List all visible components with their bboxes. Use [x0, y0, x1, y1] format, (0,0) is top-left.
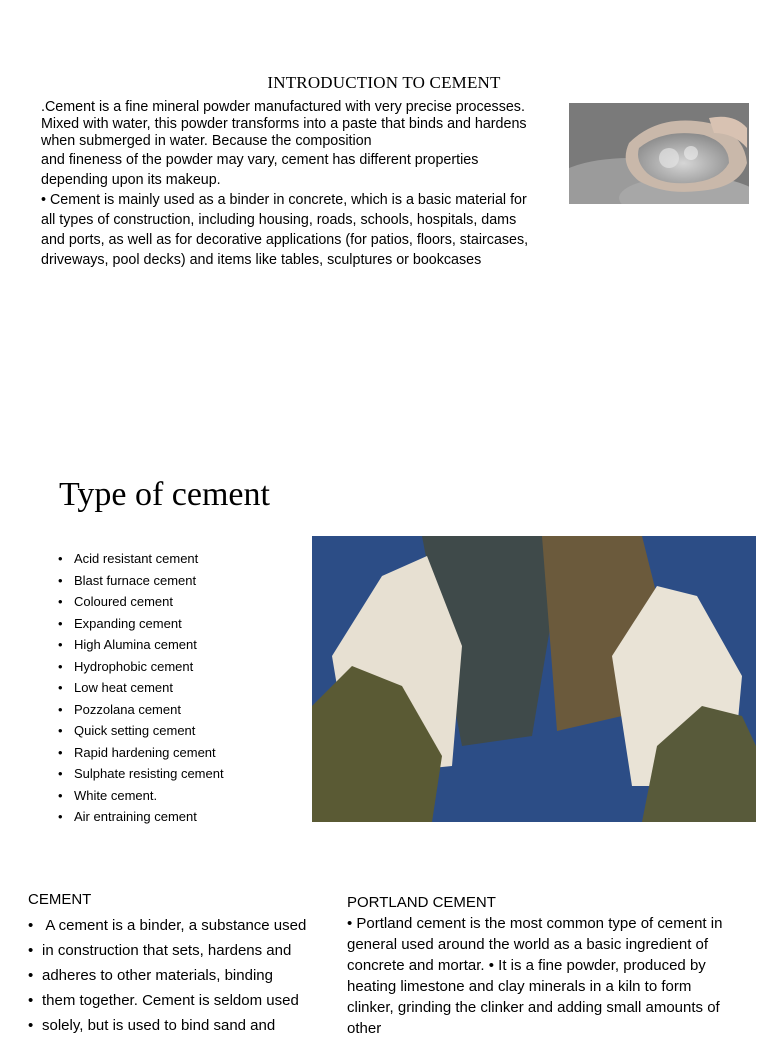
list-item: • Blast furnace cement: [58, 570, 224, 592]
list-item: • Coloured cement: [58, 591, 224, 613]
list-item: • adheres to other materials, binding: [28, 963, 328, 988]
cement-hands-photo: [569, 103, 749, 204]
list-item: • White cement.: [58, 785, 224, 807]
list-item: • Hydrophobic cement: [58, 656, 224, 678]
cement-hands-illustration: [569, 103, 749, 204]
list-item: • Air entraining cement: [58, 806, 224, 828]
list-item: • solely, but is used to bind sand and: [28, 1013, 328, 1038]
bullet-icon: •: [28, 942, 34, 959]
cement-section: [28, 889, 328, 1038]
bullet-icon: •: [58, 787, 63, 803]
list-item: • Rapid hardening cement: [58, 742, 224, 764]
cement-heading: CEMENT: [28, 891, 92, 908]
list-item: • Pozzolana cement: [58, 699, 224, 721]
list-item: • in construction that sets, hardens and: [28, 938, 328, 963]
intro-paragraph-2: and fineness of the powder may vary, cement has different properties depending upon its makeup.: [41, 152, 479, 188]
list-item: • Expanding cement: [58, 613, 224, 635]
bullet-icon: •: [58, 594, 63, 609]
list-item: • High Alumina cement: [58, 634, 224, 656]
list-item: • them together. Cement is seldom used: [28, 988, 328, 1013]
cement-piles-photo: [312, 536, 756, 822]
intro-paragraph-3: • Cement is mainly used as a binder in concrete, which is a basic material for all types of construction, including housing, roads, schools, hospitals, dams and ports, as well as for decorative applications (for patios, floors, staircases, driveways, pool decks) and items like tables, sculptures or bookcases: [41, 192, 529, 268]
list-item: • Acid resistant cement: [58, 548, 224, 570]
types-title: Type of cement: [59, 476, 270, 513]
bullet-icon: •: [58, 723, 63, 738]
list-item: • Quick setting cement: [58, 720, 224, 742]
cement-lines: [28, 913, 328, 1038]
bullet-icon: •: [58, 572, 63, 588]
list-item: • Sulphate resisting cement: [58, 763, 224, 785]
types-list: [58, 548, 224, 828]
bullet-icon: •: [58, 680, 63, 695]
bullet-icon: •: [28, 1017, 34, 1034]
bullet-icon: •: [28, 917, 34, 934]
bullet-icon: •: [58, 551, 63, 566]
bullet-icon: •: [58, 637, 63, 652]
bullet-icon: •: [58, 658, 63, 674]
cement-piles-illustration: [312, 536, 756, 822]
bullet-icon: •: [58, 766, 63, 781]
intro-body: [41, 99, 531, 270]
intro-paragraph-1: .Cement is a fine mineral powder manufactured with very precise processes. Mixed with water, this powder transforms into a paste that binds and hardens when submerged in water. Because the composition: [41, 99, 527, 149]
portland-body: • Portland cement is the most common type of cement in general used around the world as a basic ingredient of concrete and mortar. • It is a fine powder, produced by heating limestone and clay minerals in a kiln to form clinker, grinding the clinker and adding small amounts of other: [347, 915, 723, 1037]
bullet-icon: •: [28, 992, 34, 1009]
bullet-icon: •: [58, 744, 63, 760]
list-item: • Low heat cement: [58, 677, 224, 699]
portland-heading: PORTLAND CEMENT: [347, 894, 496, 911]
list-item: • A cement is a binder, a substance used: [28, 913, 328, 938]
bullet-icon: •: [28, 967, 34, 984]
intro-title: INTRODUCTION TO CEMENT: [267, 73, 501, 92]
bullet-icon: •: [58, 615, 63, 631]
portland-section: [347, 892, 727, 1039]
bullet-icon: •: [58, 809, 63, 824]
bullet-icon: •: [58, 701, 63, 717]
